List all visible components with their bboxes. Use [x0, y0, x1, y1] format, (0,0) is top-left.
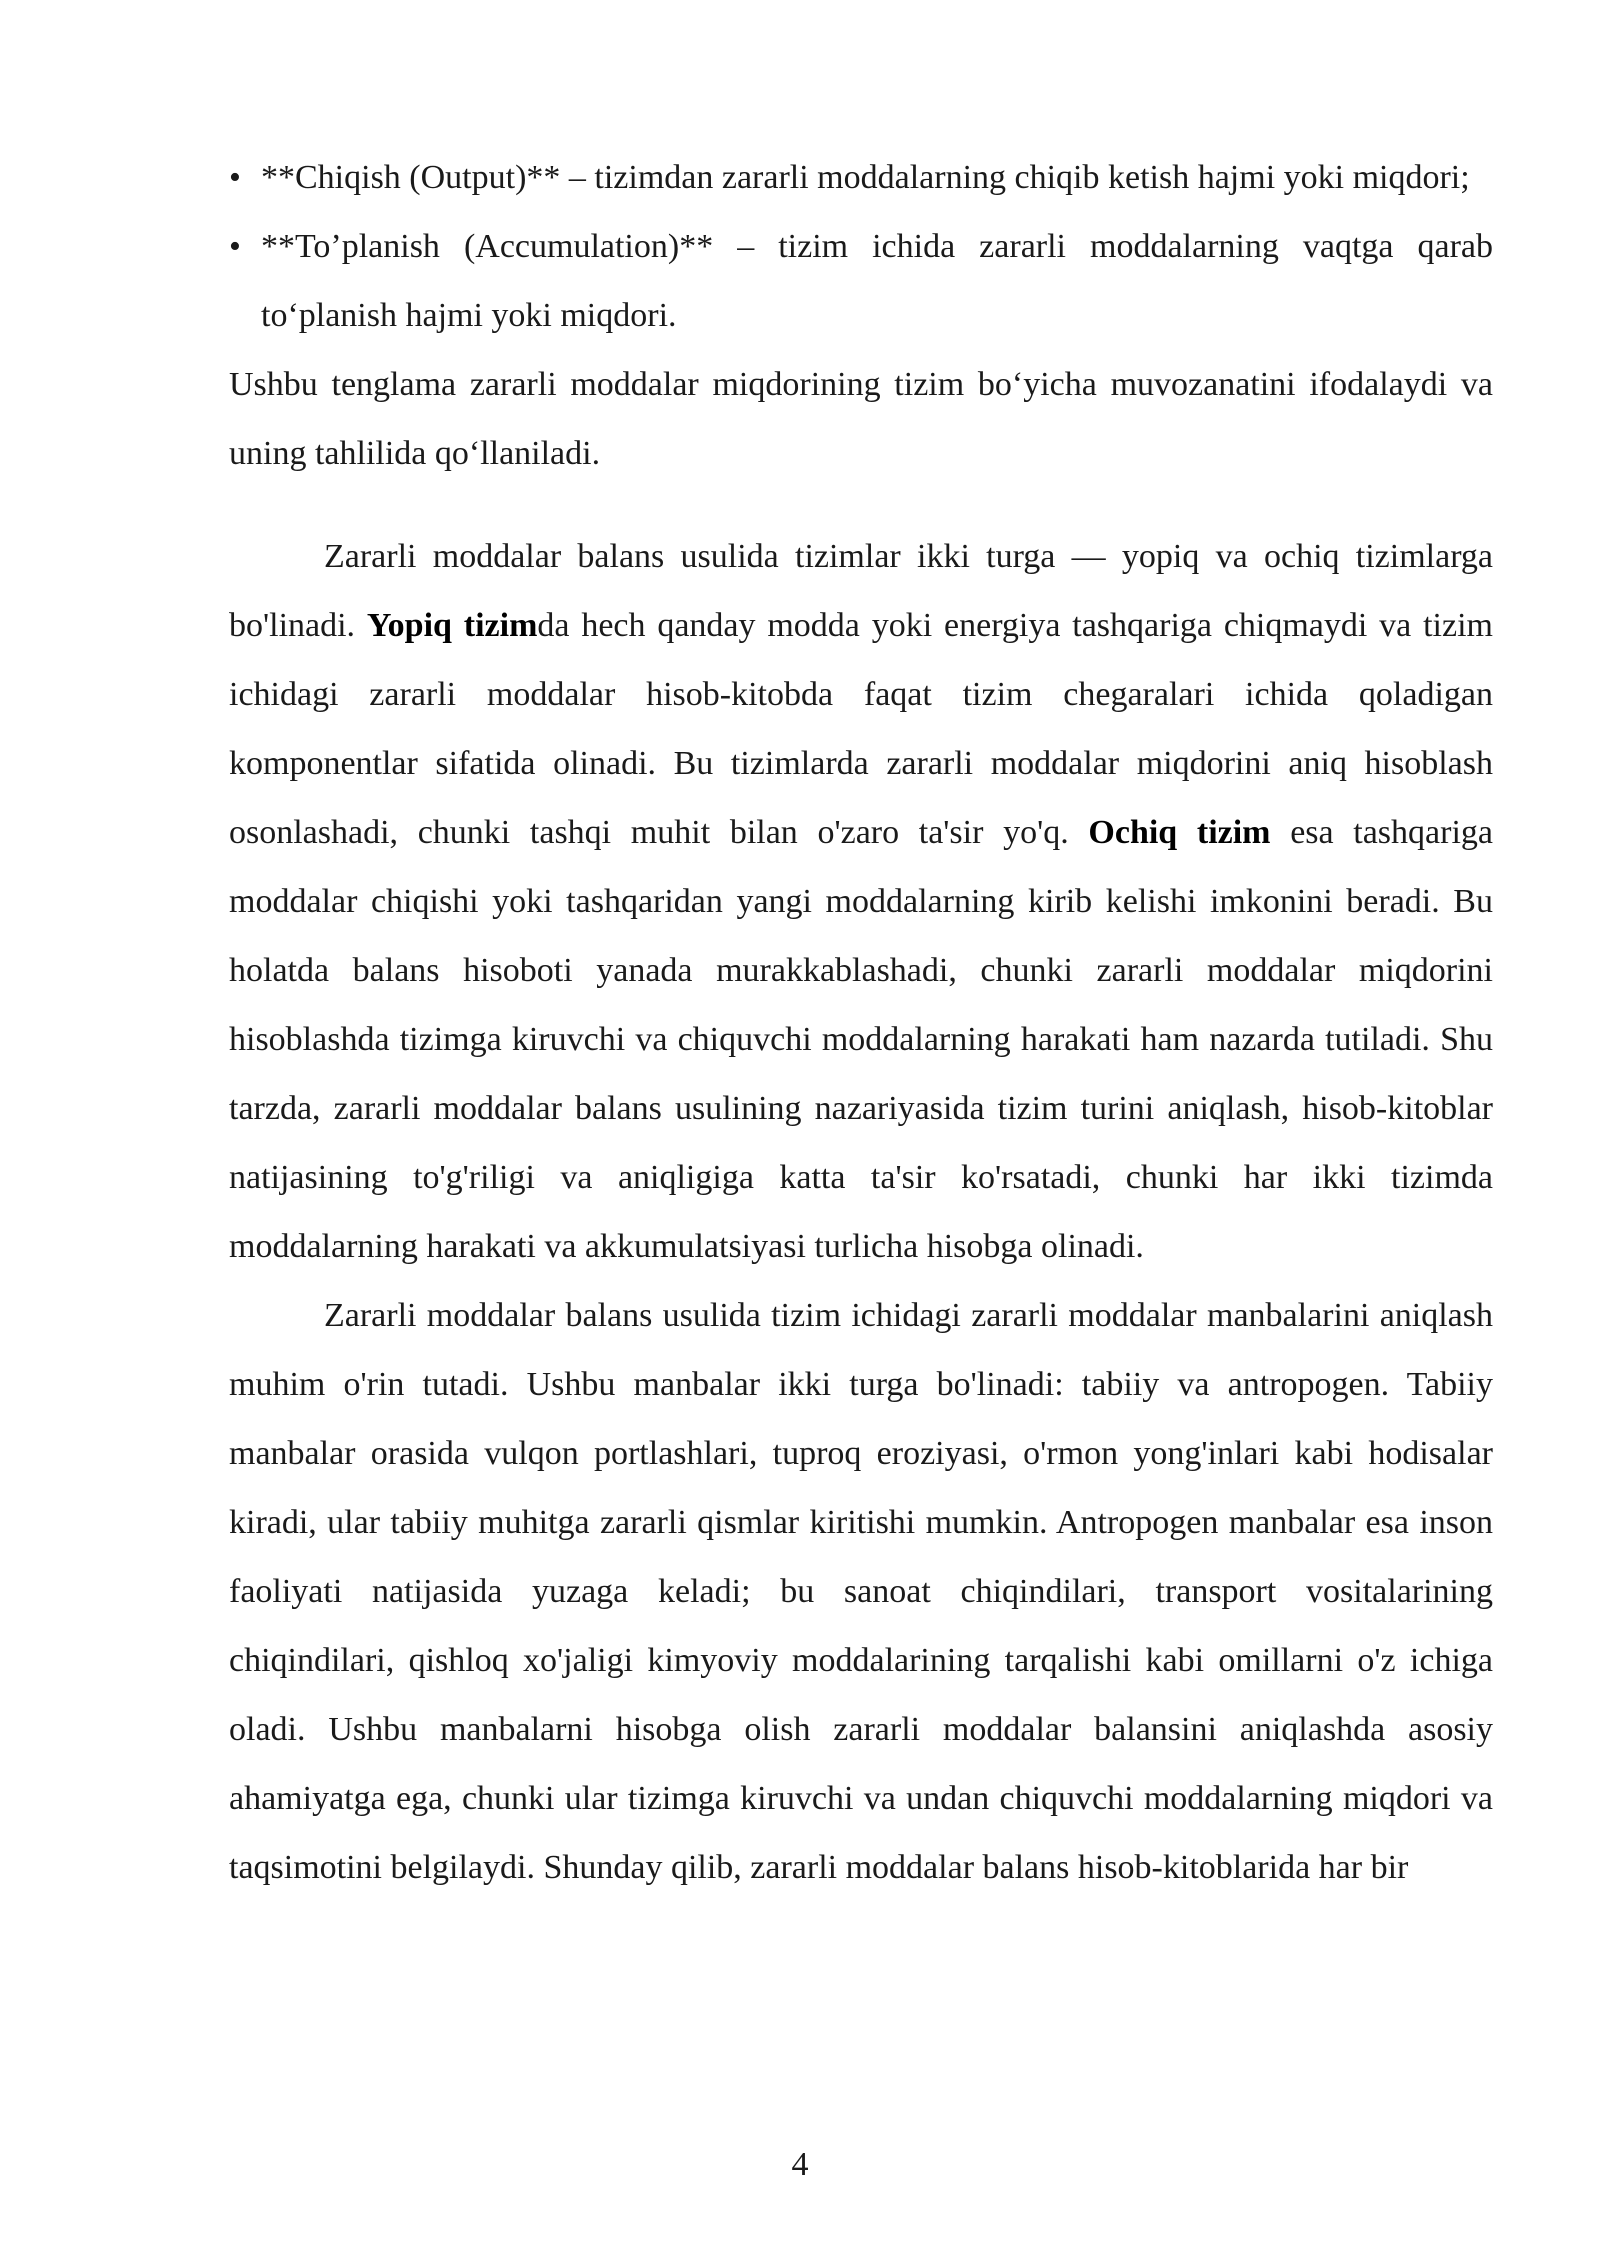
bullet-marker: • [229, 228, 241, 265]
bullet-item-output [229, 143, 1493, 212]
bullet-item-accumulation [229, 212, 1493, 350]
paragraph-system-types [229, 522, 1493, 1281]
bold-term-closed-system: Yopiq tizim [366, 607, 538, 644]
bold-term-open-system: Ochiq tizim [1088, 814, 1271, 851]
bullet-text: **Chiqish (Output)** – tizimdan zararli moddalarning chiqib ketish hajmi yoki miqdori; [261, 159, 1470, 196]
bullet-marker: • [229, 159, 241, 196]
paragraph-text: Zararli moddalar balans usulida tizimlar ikki turga — yopiq va ochiq tizimlarga bo'linadi. [229, 538, 1493, 644]
paragraph-equation-note: Ushbu tenglama zararli moddalar miqdorining tizim bo‘yicha muvozanatini ifodalaydi va uning tahlilida qo‘llaniladi. [229, 366, 1493, 472]
page-number: 4 [791, 2146, 809, 2183]
page-content [229, 143, 1493, 1902]
paragraph-pollution-sources: Zararli moddalar balans usulida tizim ichidagi zararli moddalar manbalarini aniqlash muhim o'rin tutadi. Ushbu manbalar ikki turga bo'linadi: tabiiy va antropogen. Tabiiy manbalar orasida vulqon portlashlari, tuproq eroziyasi, o'rmon yong'inlari kabi hodisalar kiradi, ular tabiiy muhitga zararli qismlar kiritishi mumkin. Antropogen manbalar esa inson faoliyati natijasida yuzaga keladi; bu sanoat chiqindilari, transport vositalarining chiqindilari, qishloq xo'jaligi kimyoviy moddalarining tarqalishi kabi omillarni o'z ichiga oladi. Ushbu manbalarni hisobga olish zararli moddalar balansini aniqlashda asosiy ahamiyatga ega, chunki ular tizimga kiruvchi va undan chiquvchi moddalarning miqdori va taqsimotini belgilaydi. Shunday qilib, zararli moddalar balans hisob-kitoblarida har bir [229, 1297, 1493, 1886]
bullet-text: **To’planish (Accumulation)** – tizim ichida zararli moddalarning vaqtga qarab to‘planish hajmi yoki miqdori. [261, 228, 1493, 334]
paragraph-text: da hech qanday modda yoki energiya tashqariga chiqmaydi va tizim ichidagi zararli moddalar hisob-kitobda faqat tizim chegaralari ichida qoladigan komponentlar sifatida olinadi. Bu tizimlarda zararli moddalar miqdorini aniq hisoblash osonlashadi, chunki tashqi muhit bilan o'zaro ta'sir yo'q. [229, 607, 1493, 851]
paragraph-text: esa tashqariga moddalar chiqishi yoki tashqaridan yangi moddalarning kirib kelishi imkonini beradi. Bu holatda balans hisoboti yanada murakkablashadi, chunki zararli moddalar miqdorini hisoblashda tizimga kiruvchi va chiquvchi moddalarning harakati ham nazarda tutiladi. Shu tarzda, zararli moddalar balans usulining nazariyasida tizim turini aniqlash, hisob-kitoblar natijasining to'g'riligi va aniqligiga katta ta'sir ko'rsatadi, chunki har ikki tizimda moddalarning harakati va akkumulatsiyasi turlicha hisobga olinadi. [229, 814, 1493, 1265]
